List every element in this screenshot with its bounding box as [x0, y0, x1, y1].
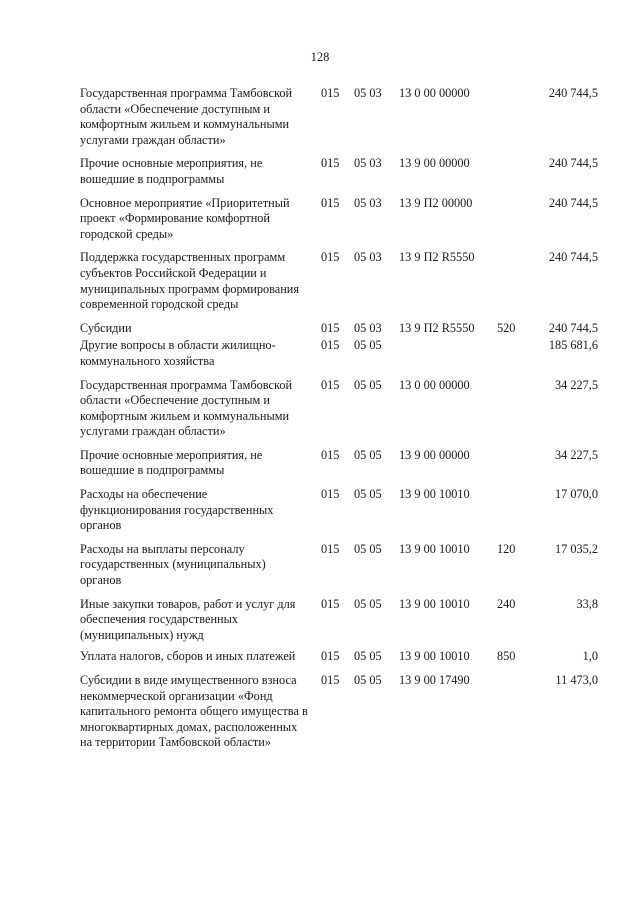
row-target-code: 13 9 00 10010: [399, 596, 470, 611]
row-target-code: 13 9 00 00000: [399, 447, 470, 462]
row-section-code: 05 05: [354, 377, 382, 392]
table-row: [0, 448, 640, 479]
row-target-code: 13 9 П2 00000: [399, 195, 473, 210]
row-expense-type: 240: [497, 596, 516, 611]
row-target-code: 13 9 00 10010: [399, 649, 470, 664]
row-vedom-code: 015: [321, 487, 340, 502]
row-target-code: 13 9 П2 R5550: [399, 320, 475, 335]
row-amount: 1,0: [582, 649, 598, 664]
row-vedom-code: 015: [321, 377, 340, 392]
row-vedom-code: 015: [321, 156, 340, 171]
table-row: [0, 196, 640, 243]
row-amount: 240 744,5: [548, 156, 598, 171]
table-row: [0, 673, 640, 751]
row-vedom-code: 015: [321, 649, 340, 664]
row-vedom-code: 015: [321, 86, 340, 100]
row-name: Государственная программа Тамбовской области «Обеспечение доступным и комфортным жильем и коммунальными услугами граждан области»: [80, 377, 293, 439]
row-section-code: 05 03: [354, 250, 382, 265]
row-name: Иные закупки товаров, работ и услуг для обеспечения государственных (муниципальных) нужд: [80, 596, 296, 642]
row-expense-type: 850: [497, 649, 516, 664]
row-name: Уплата налогов, сборов и иных платежей: [80, 649, 296, 664]
row-vedom-code: 015: [321, 673, 340, 687]
row-name: Расходы на выплаты персоналу государственных (муниципальных) органов: [80, 541, 266, 588]
row-expense-type: 120: [497, 541, 516, 556]
row-target-code: 13 9 00 10010: [399, 541, 470, 556]
row-name: Другие вопросы в области жилищно-коммунального хозяйства: [80, 338, 276, 368]
row-vedom-code: 015: [321, 447, 340, 462]
row-vedom-code: 015: [321, 320, 340, 335]
page-number: 128: [310, 50, 330, 64]
row-section-code: 05 03: [354, 195, 382, 210]
row-vedom-code: 015: [321, 338, 340, 353]
row-vedom-code: 015: [321, 541, 340, 556]
row-name: Поддержка государственных программ субъектов Российской Федерации и муниципальных программ формирования современной городской среды: [80, 250, 300, 312]
row-name: Основное мероприятие «Приоритетный проект «Формирование комфортной городской среды»: [80, 195, 290, 241]
row-section-code: 05 05: [354, 338, 382, 353]
row-section-code: 05 05: [354, 487, 382, 502]
row-target-code: 13 0 00 00000: [399, 377, 470, 392]
table-row: [0, 250, 640, 312]
row-target-code: 13 9 П2 R5550: [399, 250, 475, 265]
table-row: [0, 321, 640, 337]
row-amount: 33,8: [576, 596, 598, 611]
row-target-code: 13 0 00 00000: [399, 86, 470, 100]
table-row: [0, 542, 640, 589]
row-vedom-code: 015: [321, 250, 340, 265]
row-amount: 17 035,2: [554, 541, 598, 556]
row-amount: 34 227,5: [554, 377, 598, 392]
row-section-code: 05 05: [354, 596, 382, 611]
row-target-code: 13 9 00 10010: [399, 487, 470, 502]
row-amount: 34 227,5: [554, 447, 598, 462]
row-section-code: 05 05: [354, 447, 382, 462]
row-vedom-code: 015: [321, 195, 340, 210]
row-name: Субсидии в виде имущественного взноса некоммерческой организации «Фонд капитального ремонта общего имущества в многоквартирных домах, расположенных на территории Тамбовской области»: [80, 673, 308, 750]
row-amount: 17 070,0: [554, 487, 598, 502]
row-amount: 240 744,5: [548, 320, 598, 335]
row-name: Государственная программа Тамбовской области «Обеспечение доступным и комфортным жильем и коммунальными услугами граждан области»: [80, 86, 293, 147]
table-row: [0, 86, 640, 148]
row-target-code: 13 9 00 17490: [399, 673, 470, 687]
row-name: Субсидии: [80, 320, 132, 335]
row-amount: 240 744,5: [548, 250, 598, 265]
row-vedom-code: 015: [321, 596, 340, 611]
budget-table: [0, 86, 640, 751]
row-section-code: 05 03: [354, 320, 382, 335]
row-section-code: 05 03: [354, 156, 382, 171]
table-row: [0, 597, 640, 644]
row-target-code: 13 9 00 00000: [399, 156, 470, 171]
row-section-code: 05 05: [354, 649, 382, 664]
row-amount: 11 473,0: [555, 673, 598, 687]
row-name: Прочие основные мероприятия, не вошедшие в подпрограммы: [80, 156, 263, 186]
table-row: [0, 156, 640, 187]
row-amount: 240 744,5: [548, 86, 598, 100]
table-row: [0, 338, 640, 369]
table-row: [0, 649, 640, 665]
row-amount: 185 681,6: [548, 338, 598, 353]
row-amount: 240 744,5: [548, 195, 598, 210]
row-section-code: 05 03: [354, 86, 382, 100]
row-name: Расходы на обеспечение функционирования государственных органов: [80, 487, 274, 533]
row-section-code: 05 05: [354, 673, 382, 687]
row-name: Прочие основные мероприятия, не вошедшие в подпрограммы: [80, 447, 263, 478]
table-row: [0, 378, 640, 440]
row-section-code: 05 05: [354, 541, 382, 556]
table-row: [0, 487, 640, 534]
row-expense-type: 520: [497, 320, 516, 335]
